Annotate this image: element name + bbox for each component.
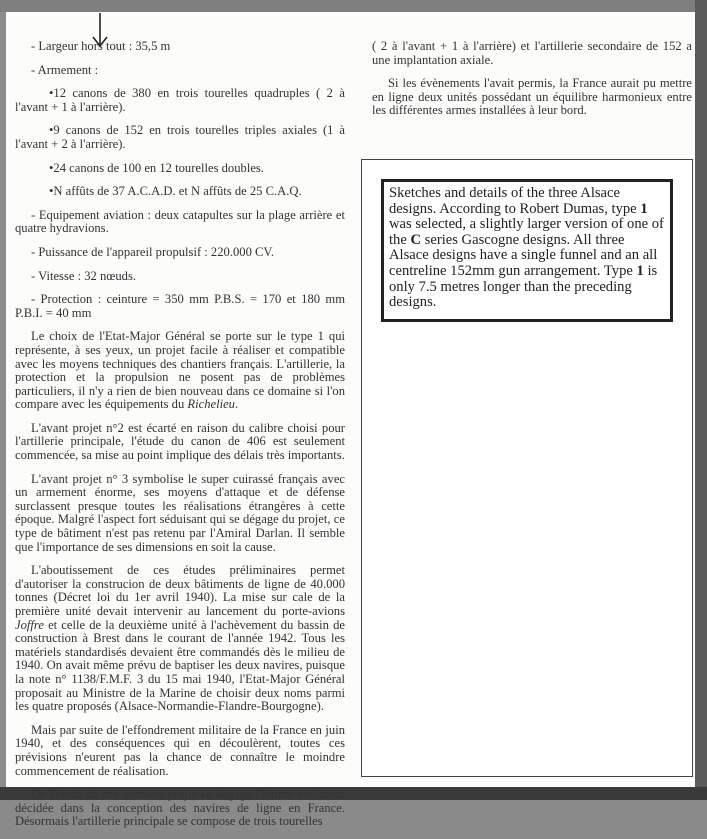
ship-name: Richelieu	[187, 397, 235, 412]
paragraph	[15, 564, 345, 714]
ship-name: Joffre	[15, 617, 44, 632]
spec-protection: - Protection : ceinture = 350 mm P.B.S. = 170 et 180 mm P.B.I. = 40 mm	[15, 292, 345, 320]
spec-speed: - Vitesse : 32 nœuds.	[31, 268, 137, 283]
spec-aviation: - Equipement aviation : deux catapultes sur la plage arrière et quatre hydravions.	[15, 207, 345, 236]
caption-box	[381, 179, 673, 322]
paragraph: L'avant projet n°2 est écarté en raison du calibre choisi pour l'artillerie principale, l'étude du canon de 406 est seulement commencée, sa mise au point implique des délais très importants.	[15, 420, 345, 463]
paragraph: Si les évènements l'avait permis, la France aurait pu mettre en ligne deux unités possédant un équilibre harmonieux entre les différentes armes installées à leur bord.	[372, 76, 692, 118]
paragraph-text: .	[234, 397, 239, 412]
paragraph-text: Le choix de l'Etat-Major Général se porte sur le type 1 qui représente, à ses yeux, un projet facile à réaliser et compatible avec les moyens techniques des chantiers français. L'artillerie, la protection et la propulsion ne posent pas de problèmes particuliers, il n'y a rien de bien nouveau dans ce domaine si l'on compare avec les équipements du	[15, 329, 345, 412]
paragraph: L'avant projet n° 3 symbolise le super cuirassé français avec un armement énorme, ses moyens d'attaque et de défense surclassent presque toutes les réalisations étrangères à cette époque. Malgré l'aspect fort séduisant qui se dégage du projet, ce type de bâtiment n'est pas retenu par l'Amiral Darlan. Il semble que l'importance de ses dimensions en soit la cause.	[15, 471, 345, 554]
scan-border-right	[695, 0, 707, 800]
spec-armament: - Armement :	[31, 62, 99, 77]
paragraph: Mais par suite de l'effondrement militaire de la France en juin 1940, et des conséquences qui en découlèrent, toutes ces prévisions n'eurent pas la chance de connaître le moindre commencement de réalisation.	[15, 722, 345, 778]
armament-item: •12 canons de 380 en trois tourelles quadruples ( 2 à l'avant + 1 à l'arrière).	[15, 86, 345, 114]
paragraph: De l'étude de ces derniers projet se dégage l'ultime évolution décidée dans la conception des navires de ligne en France. Désormais l'artillerie principale se compose de trois tourelles	[15, 787, 345, 829]
right-column	[372, 40, 692, 128]
spec-power: - Puissance de l'appareil propulsif : 220.000 CV.	[31, 244, 275, 259]
scan-border-top	[0, 0, 707, 12]
armament-item: •24 canons de 100 en 12 tourelles doubles.	[49, 160, 264, 175]
caption-text: Sketches and details of the three Alsace designs. According to Robert Dumas, type	[389, 185, 641, 217]
armament-item: •N affûts de 37 A.C.A.D. et N affûts de 25 C.A.Q.	[49, 184, 302, 199]
caption-bold: 1	[636, 262, 644, 279]
caption-text: series Gascogne designs. All three Alsace designs have a single funnel and an all centreline 152mm gun arrangement. Type	[389, 231, 658, 279]
left-column	[15, 40, 345, 839]
paragraph	[15, 330, 345, 412]
spec-width: - Largeur hors tout : 35,5 m	[31, 39, 171, 53]
caption-bold: 1	[640, 200, 648, 217]
paragraph-text: et celle de la deuxième unité à l'achèvement du bassin de construction à Brest dans le courant de l'année 1942. Tous les matériels standardisés devaient être commandés dès le milieu de 1940. On avait même prévu de baptiser les deux navires, puisque la note n° 1138/F.M.F. 3 du 15 mai 1940, l'Etat-Major Général proposait au Ministre de la Marine de choisir deux noms parmi les quatre proposés (Alsace-Normandie-Flandre-Bourgogne).	[15, 617, 345, 714]
paragraph-text: L'aboutissement de ces études préliminaires permet d'autoriser la construcion de deux bâtiments de ligne de 40.000 tonnes (Décret loi du 1er avril 1940). La mise sur cale de la première unité devait intervenir au lancement du porte-avions	[15, 563, 345, 618]
paragraph: ( 2 à l'avant + 1 à l'arrière) et l'artillerie secondaire de 152 a une implantation axiale.	[372, 39, 692, 67]
caption-text: is only 7.5 metres longer than the preceding designs.	[389, 262, 658, 311]
caption-bold: C	[410, 231, 422, 248]
caption-text: was selected, a slightly larger version of one of the	[389, 216, 664, 248]
armament-item: •9 canons de 152 en trois tourelles triples axiales (1 à l'avant + 2 à l'arrière).	[15, 123, 345, 151]
